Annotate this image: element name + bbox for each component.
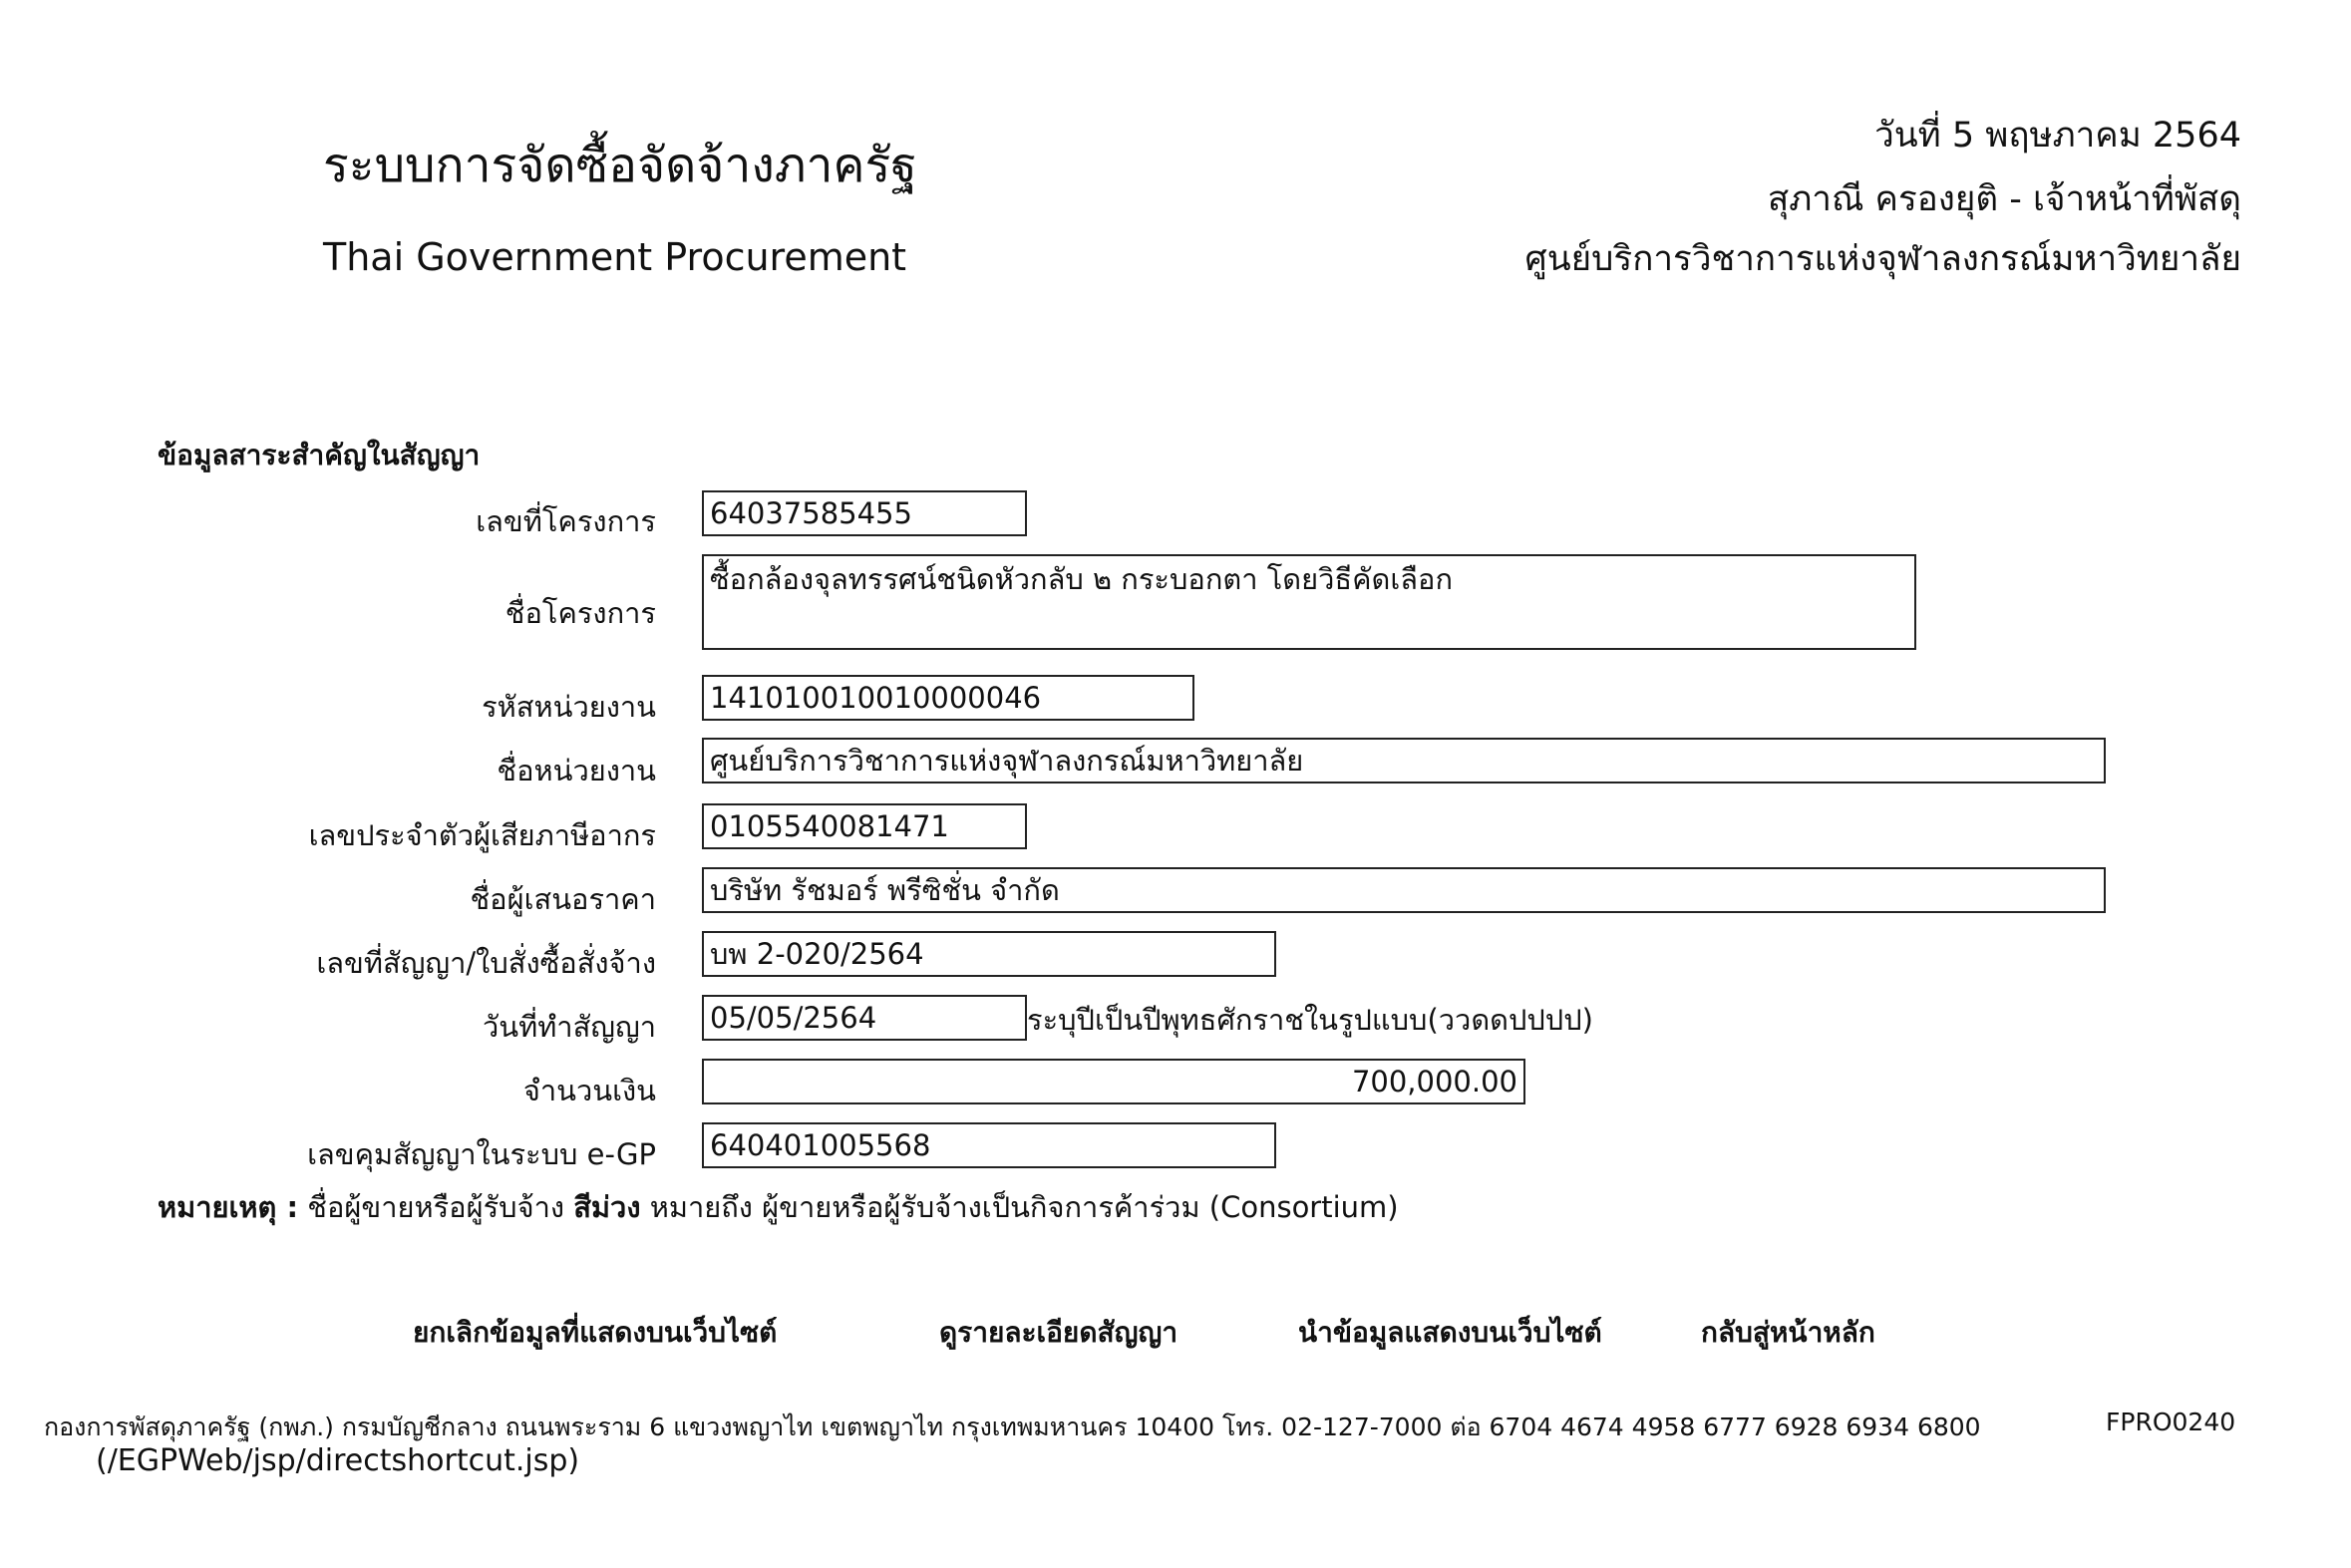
tax-id-label: เลขประจำตัวผู้เสียภาษีอากร (308, 818, 656, 852)
amount-field[interactable]: 700,000.00 (702, 1059, 1525, 1104)
cancel-display-link[interactable]: ยกเลิกข้อมูลที่แสดงบนเว็บไซต์ (413, 1316, 778, 1349)
footer-address: กองการพัสดุภาครัฐ (กพภ.) กรมบัญชีกลาง ถนนพระราม 6 แขวงพญาไท เขตพญาไท กรุงเทพมหานคร 10400 โทร. 02-127-7000 ต่อ 6704 4674 4958 6777 6928 6934 6800 (44, 1412, 1981, 1441)
agency-name-label: ชื่อหน่วยงาน (497, 754, 656, 787)
remark-text-2: หมายถึง ผู้ขายหรือผู้รับจ้างเป็นกิจการค้าร่วม (Consortium) (640, 1190, 1399, 1224)
header-unit: ศูนย์บริการวิชาการแห่งจุฬาลงกรณ์มหาวิทยาลัย (1524, 239, 2241, 279)
project-name-label: ชื่อโครงการ (504, 596, 656, 630)
bidder-name-field[interactable]: บริษัท รัชมอร์ พรีซิชั่น จำกัด (702, 867, 2106, 913)
agency-code-field[interactable]: 141010010010000046 (702, 675, 1194, 721)
contract-date-hint: ระบุปีเป็นปีพุทธศักราชในรูปแบบ(ววดดปปปป) (1027, 1003, 1593, 1037)
bidder-name-label: ชื่อผู้เสนอราคา (470, 882, 656, 916)
contract-date-field[interactable]: 05/05/2564 (702, 995, 1027, 1041)
remark-note (158, 1184, 1399, 1230)
contract-number-label: เลขที่สัญญา/ใบสั่งซื้อสั่งจ้าง (316, 946, 656, 980)
project-name-field[interactable]: ซื้อกล้องจุลทรรศน์ชนิดหัวกลับ ๒ กระบอกตา โดยวิธีคัดเลือก (702, 554, 1916, 650)
amount-label: จำนวนเงิน (522, 1074, 656, 1107)
header-date: วันที่ 5 พฤษภาคม 2564 (1874, 116, 2241, 156)
egp-contract-number-label: เลขคุมสัญญาในระบบ e-GP (307, 1137, 656, 1171)
agency-code-label: รหัสหน่วยงาน (482, 690, 656, 724)
footer-page-code: FPRO0240 (2106, 1408, 2236, 1436)
agency-name-field[interactable]: ศูนย์บริการวิชาการแห่งจุฬาลงกรณ์มหาวิทยาลัย (702, 738, 2106, 784)
back-to-home-link[interactable]: กลับสู่หน้าหลัก (1701, 1316, 1875, 1349)
footer-page-path: (/EGPWeb/jsp/directshortcut.jsp) (96, 1443, 580, 1478)
project-number-label: เลขที่โครงการ (476, 504, 656, 538)
tax-id-field[interactable]: 0105540081471 (702, 803, 1027, 849)
contract-date-label: วันที่ทำสัญญา (482, 1010, 656, 1044)
remark-prefix: หมายเหตุ : (158, 1190, 299, 1224)
remark-text-1: ชื่อผู้ขายหรือผู้รับจ้าง (298, 1190, 574, 1224)
section-title: ข้อมูลสาระสำคัญในสัญญา (158, 439, 481, 471)
publish-to-website-link[interactable]: นำข้อมูลแสดงบนเว็บไซต์ (1298, 1316, 1602, 1349)
header-officer: สุภาณี ครองยุติ - เจ้าหน้าที่พัสดุ (1767, 179, 2241, 219)
contract-number-field[interactable]: บพ 2-020/2564 (702, 931, 1276, 977)
view-contract-details-link[interactable]: ดูรายละเอียดสัญญา (939, 1316, 1178, 1349)
system-title-english: Thai Government Procurement (323, 235, 907, 279)
project-number-field[interactable]: 64037585455 (702, 490, 1027, 536)
remark-purple-word: สีม่วง (573, 1190, 641, 1224)
egp-contract-number-field[interactable]: 640401005568 (702, 1122, 1276, 1168)
system-title-thai: ระบบการจัดซื้อจัดจ้างภาครัฐ (323, 138, 917, 193)
